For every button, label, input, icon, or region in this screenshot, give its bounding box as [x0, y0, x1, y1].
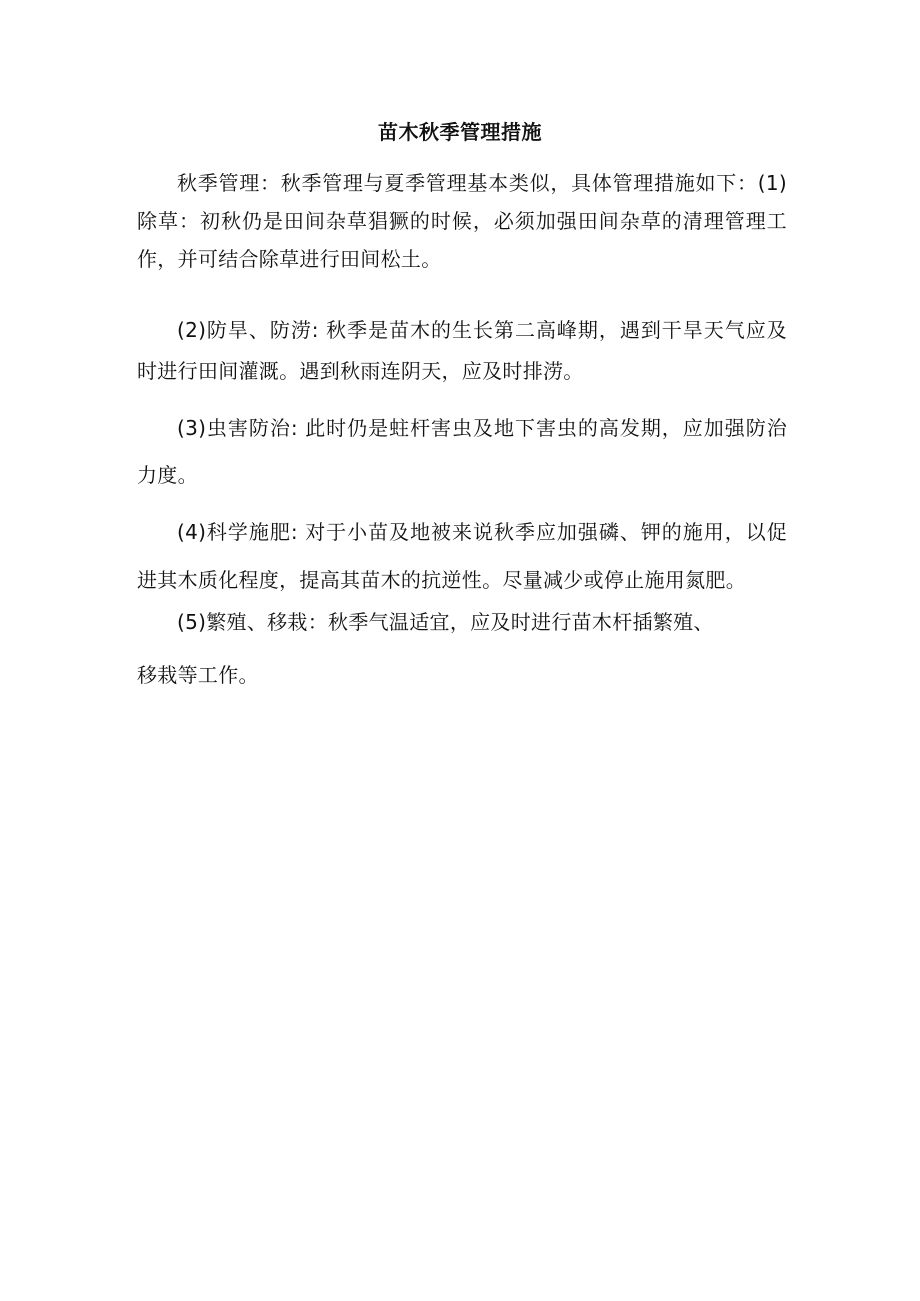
paragraph-propagation-line1: (5)繁殖、移栽：秋季气温适宜，应及时进行苗木杆插繁殖、	[177, 610, 714, 634]
document-title: 苗木秋季管理措施	[378, 120, 542, 144]
paragraph-drought-flood-prevention: (2)防旱、防涝: 秋季是苗木的生长第二高峰期，遇到干旱天气应及时进行田间灌溉。遇到秋雨连阴天，应及时排涝。	[137, 318, 787, 383]
paragraph-pest-control: (3)虫害防治: 此时仍是蛀杆害虫及地下害虫的高发期，应加强防治力度。	[137, 416, 787, 487]
paragraph-propagation-line2: 移栽等工作。	[137, 663, 259, 687]
paragraph-autumn-management: 秋季管理：秋季管理与夏季管理基本类似，具体管理措施如下：(1)除草：初秋仍是田间杂草猖獗的时候，必须加强田间杂草的清理管理工作，并可结合除草进行田间松土。	[137, 171, 787, 271]
paragraph-fertilization: (4)科学施肥: 对于小苗及地被来说秋季应加强磷、钾的施用，以促进其木质化程度，提高其苗木的抗逆性。尽量减少或停止施用氮肥。	[137, 520, 787, 592]
